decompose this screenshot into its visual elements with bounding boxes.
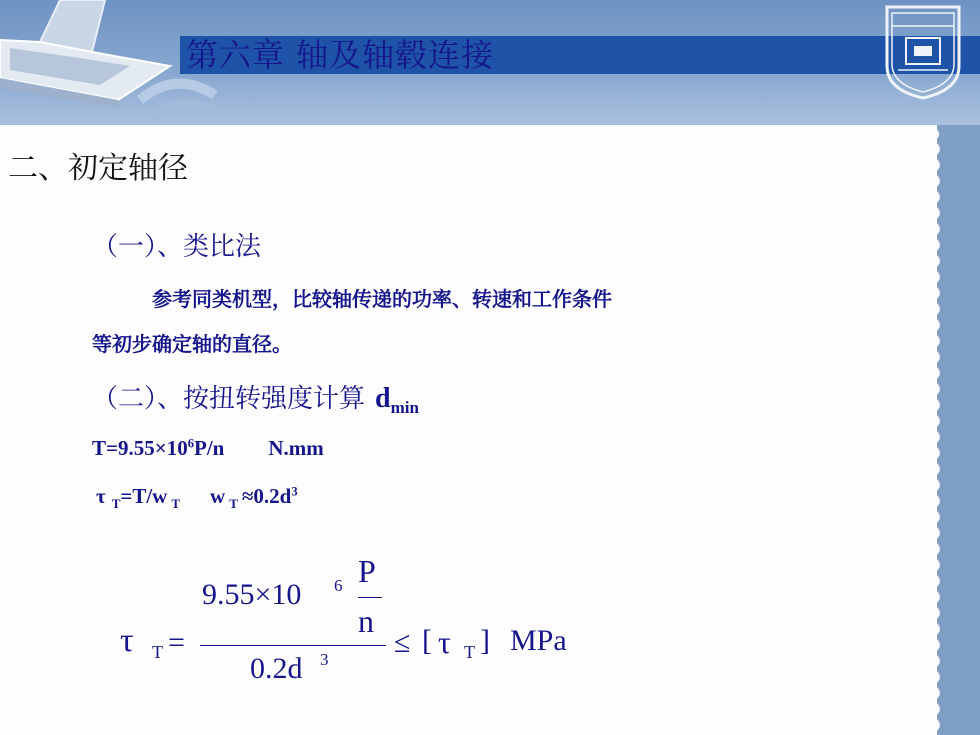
shear-stress-formula [96, 484, 298, 512]
inner-fraction-line [358, 597, 382, 598]
torque-formula-pn: P/n [194, 436, 225, 460]
method1-heading: （一）、类比法 [92, 232, 262, 262]
torque-formula-unit: N.mm [268, 436, 324, 460]
section-modulus-w: w [210, 484, 226, 508]
chapter-title: 第六章 轴及轴毂连接 [186, 36, 495, 74]
rhs-tau: τ [438, 624, 451, 660]
left-bracket: [ [422, 624, 432, 657]
numerator-number: 9.55 [202, 578, 255, 611]
method1-text-line2: 等初步确定轴的直径。 [92, 332, 292, 356]
lhs-equals: = [168, 626, 185, 659]
unit-mpa: MPa [510, 624, 567, 657]
university-emblem [884, 4, 962, 100]
numerator-n: n [358, 603, 374, 639]
denominator-exponent: 3 [320, 650, 329, 669]
method2-d-subscript: min [390, 397, 419, 417]
numerator-coef [202, 578, 301, 612]
shear-tau-sub: T [111, 495, 121, 511]
method2-heading-text: （二）、按扭转强度计算 [92, 384, 366, 414]
lhs-tau: τ [120, 622, 134, 659]
section-modulus-exp: 3 [291, 484, 298, 499]
rhs-tau-sub: T [464, 642, 475, 662]
method1-text-line1: 参考同类机型，比较轴传递的功率、转速和工作条件 [152, 287, 612, 311]
torque-formula-main: T=9.55×10 [92, 436, 188, 460]
numerator-p: P [358, 553, 376, 589]
main-fraction-line [200, 645, 386, 646]
torque-formula-exp: 6 [187, 436, 194, 451]
torque-formula [92, 436, 324, 461]
numerator-times: × [254, 578, 272, 611]
section-modulus-approx: ≈0.2d [241, 484, 292, 508]
method2-d: d [375, 383, 391, 414]
torn-edge [930, 125, 980, 735]
numerator-exponent: 6 [334, 576, 343, 595]
shear-eq: =T/w [120, 484, 168, 508]
denominator: 0.2d [250, 652, 303, 685]
method2-heading [92, 378, 419, 418]
leq-sign: ≤ [394, 626, 411, 659]
section-title: 二、初定轴径 [8, 151, 188, 186]
lhs-tau-sub: T [152, 642, 163, 662]
section-modulus-sub: T [229, 495, 238, 511]
shear-w-sub: T [171, 495, 181, 511]
numerator-ten: 10 [271, 578, 302, 611]
shear-tau: τ [96, 484, 106, 508]
right-bracket: ] [480, 624, 490, 657]
